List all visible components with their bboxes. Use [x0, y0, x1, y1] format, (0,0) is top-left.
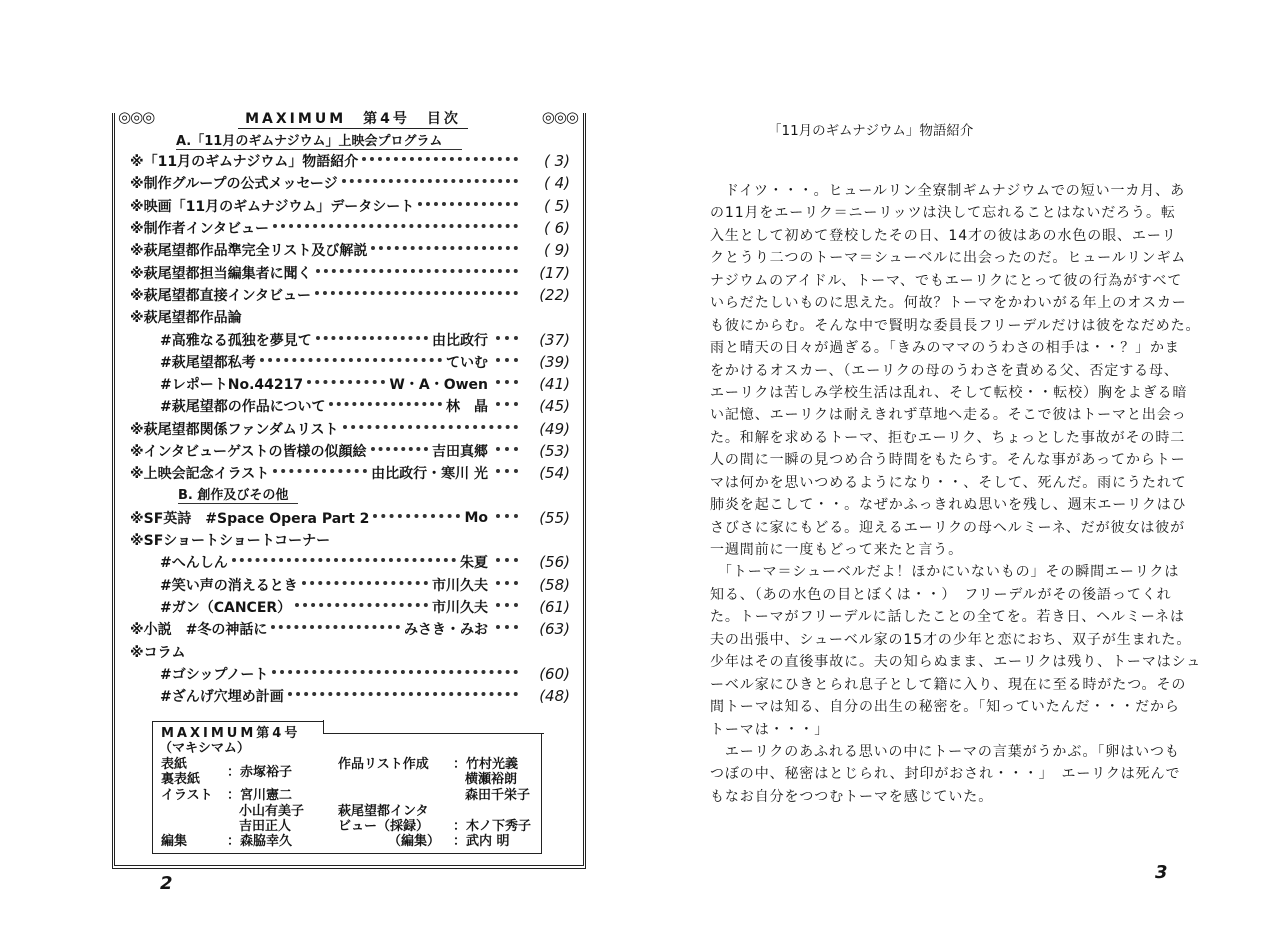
toc-row [130, 596, 570, 618]
dot-leader [273, 469, 367, 473]
editor-label: 編集 [161, 834, 188, 849]
toc-item-page: (56) [539, 553, 570, 572]
toc-item-page: (22) [539, 285, 570, 304]
story-line: エーリクのあふれる思いの中にトーマの言葉がうかぶ。「卵はいつも [710, 743, 1180, 760]
toc-item-title: ※萩尾望都作品準完全リスト及び解説 [130, 243, 368, 260]
dot-leader [260, 358, 442, 362]
toc-item-title: #へんしん [160, 555, 228, 572]
toc-row [130, 172, 570, 194]
dot-leader [496, 514, 518, 518]
toc-item-page: (45) [539, 397, 570, 416]
dot-leader [272, 670, 518, 674]
dot-leader [496, 625, 518, 629]
toc-row [130, 239, 570, 261]
toc-row [130, 261, 570, 283]
toc-item-page: (53) [539, 442, 570, 460]
dot-leader [342, 179, 518, 183]
toc-row [130, 507, 570, 529]
page-number-left: 2 [160, 873, 173, 894]
dot-leader [496, 336, 518, 340]
rings-ornament-left: ◎◎◎ [118, 108, 155, 126]
toc-item-page: (55) [539, 508, 570, 527]
toc-item-author: W・A・Owen [389, 377, 488, 394]
list-name: 横瀬裕朗 [465, 772, 518, 787]
story-line: た。トーマがフリーデルに話したことの全てを。若き日、ヘルミーネは [710, 609, 1185, 626]
toc-item-page: (58) [539, 575, 570, 594]
toc-row [130, 529, 570, 551]
page-number-right: 3 [1155, 862, 1168, 883]
toc-item-page: (17) [539, 263, 570, 282]
dot-leader [307, 380, 385, 384]
toc-item-title: ※制作者インタビュー [130, 221, 270, 238]
story-line: ナジウムのアイドル、トーマ、でもエーリクにとって彼の行為がすべて [710, 272, 1183, 289]
story-line: 入生として初めて登校したその日、14才の彼はあの水色の眼、エーリ [710, 227, 1177, 244]
toc-item-title: #ゴシップノート [160, 666, 269, 683]
dot-leader [371, 246, 518, 250]
toc-item-title: ※コラム [130, 644, 186, 661]
toc-item-page: ( 9) [543, 241, 570, 260]
toc-item-author: 吉田真郷 [432, 444, 488, 460]
dot-leader [496, 358, 518, 362]
story-line: ーベル家にひきとられ息子として籍に入り、現在に至る時がたつ。その [710, 676, 1187, 693]
toc-row [130, 306, 570, 328]
section-a-heading: A.「11月のギムナジウム」上映会プログラム [176, 130, 462, 150]
toc-row [130, 440, 570, 462]
story-line: い記憶、エーリクは耐えきれず草地へ走る。そこで彼はトーマと出会っ [710, 407, 1187, 424]
dot-leader [273, 224, 518, 228]
story-line: 肺炎を起こして・・。なぜかふっきれぬ思いを残し、週末エーリクはひ [710, 497, 1187, 514]
toc-item-title: ※制作グループの公式メッセージ [130, 176, 338, 193]
interview-name: ：木ノ下秀子 [453, 819, 532, 834]
toc-item-title: ※映画「11月のギムナジウム」データシート [130, 198, 415, 215]
toc-row [130, 663, 570, 685]
toc-item-page: ( 3) [543, 152, 570, 171]
interview-label: 萩尾望都インタ [338, 804, 429, 819]
toc-row [130, 484, 570, 506]
dot-leader [315, 291, 518, 295]
dot-leader [329, 402, 442, 406]
story-line: マは何かを思いつめるようになり・・、そして、死んだ。雨にうたれて [710, 474, 1187, 491]
story-line: いらだたしいものに思えた。何故？トーマをかわいがる年上のオスカー [710, 295, 1187, 312]
dot-leader [418, 202, 518, 206]
story-line: 間トーマは知る、自分の出生の秘密を。「知っていたんだ・・・だから [710, 699, 1180, 716]
dot-leader [496, 380, 518, 384]
cover-label: 表紙 [161, 757, 188, 772]
toc-item-page: (48) [539, 687, 570, 706]
toc-item-title: #萩尾望都の作品について [160, 399, 326, 416]
toc-item-title: ※萩尾望都作品論 [130, 310, 242, 327]
toc-list [130, 150, 570, 707]
dot-leader [496, 581, 518, 585]
toc-row [130, 418, 570, 440]
credits-title: MAXIMUM第4号 [161, 726, 301, 741]
story-line: もなお自分をつつむトーマを感じていた。 [710, 788, 994, 805]
toc-item-title: #笑い声の消えるとき [160, 577, 298, 594]
toc-title: MAXIMUM 第4号 目次 [238, 108, 468, 129]
dot-leader [496, 603, 518, 607]
credits-box [152, 721, 542, 854]
dot-leader [232, 558, 456, 562]
toc-item-title: ※上映会記念イラスト [130, 466, 270, 483]
story-line: トーマは・・・」 [710, 721, 830, 738]
toc-item-title: ※萩尾望都関係ファンダムリスト [130, 421, 339, 438]
editor-name: ：森脇幸久 [227, 834, 293, 849]
toc-item-author: 林 晶 [446, 399, 488, 416]
interview-name: ：武内 明 [453, 834, 510, 849]
toc-item-page: ( 6) [543, 219, 570, 238]
cover-artist: ：赤塚裕子 [227, 765, 293, 780]
toc-item-author: 由比政行・寒川 光 [371, 466, 488, 483]
interview-label: ビュー（採録） [338, 819, 430, 834]
toc-item-title: #レポートNo.44217 [160, 377, 304, 394]
list-name: 森田千栄子 [465, 788, 531, 803]
illust-label: イラスト [161, 788, 213, 803]
toc-item-page: (39) [539, 352, 570, 371]
dot-leader [362, 157, 518, 161]
toc-row [130, 328, 570, 350]
toc-item-page: (60) [539, 664, 570, 683]
story-title: 「11月のギムナジウム」物語紹介 [768, 123, 974, 139]
toc-item-title: ※SF英詩 #Space Opera Part 2 [130, 510, 370, 527]
dot-leader [371, 447, 429, 451]
story-line: の11月をエーリク＝ニーリッツは決して忘れることはないだろう。転 [710, 205, 1176, 222]
toc-item-title: #ざんげ穴埋め計画 [160, 689, 284, 706]
story-line: 夫の出張中、シューベル家の15才の少年と恋におち、双子が生まれた。 [710, 631, 1192, 648]
toc-item-title: ※小説 #冬の神話に [130, 622, 268, 639]
story-line: 人の間に一瞬の見つめ合う時間をもたらす。そんな事があってからトー [710, 452, 1186, 469]
toc-row [130, 618, 570, 640]
toc-row [130, 462, 570, 484]
dot-leader [496, 402, 518, 406]
toc-header [118, 108, 578, 130]
toc-item-title: #萩尾望都私考 [160, 354, 256, 371]
illust-name: 小山有美子 [239, 804, 305, 819]
dot-leader [373, 514, 460, 518]
toc-item-page: (41) [539, 375, 570, 394]
toc-item-author: みさき・みお [404, 622, 488, 639]
toc-item-title: ※萩尾望都直接インタビュー [130, 287, 312, 304]
toc-item-author: 由比政行 [432, 332, 488, 349]
toc-item-page: ( 4) [543, 174, 570, 193]
dot-leader [343, 425, 519, 429]
story-line: 一週間前に一度もどって来たと言う。 [710, 542, 964, 558]
illust-name: ：宮川憲二 [227, 788, 293, 803]
illust-name: 吉田正人 [239, 819, 292, 834]
credits-subtitle: （マキシマム） [159, 741, 250, 756]
story-line: さびさに家にもどる。迎えるエーリクの母ヘルミーネ、だが彼女は彼が [710, 519, 1185, 536]
rings-ornament-right: ◎◎◎ [541, 108, 578, 126]
dot-leader [316, 269, 518, 273]
toc-row [130, 551, 570, 573]
dot-leader [302, 581, 428, 585]
story-line: つぼの中、秘密はとじられ、封印がおされ・・・」 エーリクは死んで [710, 766, 1181, 783]
dot-leader [496, 558, 518, 562]
list-name: ：竹村光義 [453, 757, 519, 772]
dot-leader [288, 692, 518, 696]
toc-row [130, 395, 570, 417]
story-line: 「トーマ＝シューベルだよ！ほかにいないもの」その瞬間エーリクは [710, 564, 1180, 581]
toc-row [130, 351, 570, 373]
toc-row [130, 574, 570, 596]
toc-item-author: 朱夏 [460, 555, 488, 572]
toc-row [130, 284, 570, 306]
credits-box-notch [323, 720, 544, 734]
toc-item-title: ※「11月のギムナジウム」物語紹介 [130, 154, 359, 171]
story-line: 雨と晴天の日々が過ぎる。「きみのママのうわさの相手は・・？」かま [710, 340, 1180, 357]
story-line: エーリクは苦しみ学校生活は乱れ、そして転校・・転校）胸をよぎる暗 [710, 384, 1188, 401]
story-line: も彼にからむ。そんな中で賢明な委員長フリーデルだけは彼をなだめた。 [710, 317, 1201, 334]
toc-item-title: ※萩尾望都担当編集者に聞く [130, 265, 312, 282]
toc-item-page: ( 5) [543, 196, 570, 215]
toc-row [130, 373, 570, 395]
story-line: ドイツ・・・。ヒュールリン全寮制ギムナジウムでの短い一カ月、あ [710, 183, 1185, 199]
interview-label: （編集） [388, 834, 441, 849]
toc-item-page: (61) [539, 598, 570, 617]
toc-row [130, 150, 570, 172]
toc-row [130, 217, 570, 239]
toc-item-author: Mo [464, 509, 488, 526]
story-line: 少年はその直後事故に。夫の知らぬまま、エーリクは残り、トーマはシュ [710, 654, 1202, 671]
story-line: をかけるオスカー、（エーリクの母のうわさを責める父、否定する母、 [710, 362, 1179, 379]
toc-item-page: (37) [539, 330, 570, 349]
toc-item-author: 市川久夫 [432, 600, 488, 617]
toc-item-page: (54) [539, 464, 570, 483]
toc-item-page: (63) [539, 620, 570, 639]
toc-item-title: #高雅なる孤独を夢見て [160, 332, 312, 349]
story-line: 知る、（あの水色の目とぼくは・・） フリーデルがその後語ってくれ [710, 586, 1172, 603]
section-b-heading: B. 創作及びその他 [178, 484, 298, 504]
story-body [710, 180, 1210, 808]
toc-item-title: ※SFショートショートコーナー [130, 533, 331, 550]
dot-leader [496, 447, 518, 451]
toc-item-title: #ガン（CANCER） [160, 600, 292, 617]
toc-item-title: ※インタビューゲストの皆様の似顔絵 [130, 444, 367, 460]
list-label: 作品リスト作成 [338, 757, 429, 772]
back-cover-label: 裏表紙 [161, 772, 201, 787]
toc-row [130, 685, 570, 707]
toc-item-author: 市川久夫 [432, 577, 488, 594]
story-line: クとうり二つのトーマ＝シューベルに出会ったのだ。ヒュールリンギム [710, 250, 1187, 267]
toc-item-page: (49) [539, 419, 570, 438]
story-line: た。和解を求めるトーマ、拒むエーリク、ちょっとした事故がその時二 [710, 429, 1186, 446]
dot-leader [316, 336, 428, 340]
toc-row [130, 641, 570, 663]
dot-leader [271, 625, 400, 629]
dot-leader [295, 603, 428, 607]
toc-row [130, 195, 570, 217]
toc-item-author: ていむ [446, 354, 488, 371]
dot-leader [496, 469, 518, 473]
